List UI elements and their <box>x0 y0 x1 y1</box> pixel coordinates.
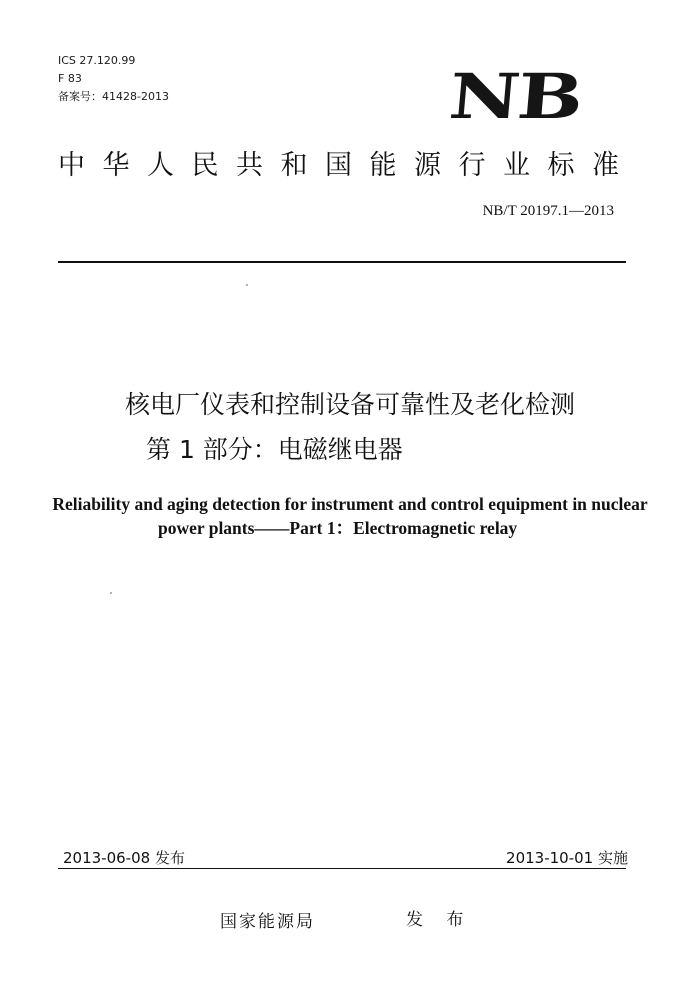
english-title-line-2: power plants——Part 1：Electromagnetic relay <box>158 518 518 538</box>
chinese-title-line-1: 核电厂仪表和控制设备可靠性及老化检测 <box>124 390 575 419</box>
implementation-date: 2013-10-01 实施 <box>506 849 628 867</box>
standard-number: NB/T 20197.1—2013 <box>482 203 614 219</box>
nb-logo: NB <box>446 60 584 133</box>
english-title-line-1: Reliability and aging detection for instrument and control equipment in nuclear <box>52 494 648 514</box>
standard-organization-title: 中华人民共和国能源行业标准 <box>58 150 637 181</box>
record-number: 备案号：41428-2013 <box>58 90 169 103</box>
chinese-title-line-2: 第 1 部分：电磁继电器 <box>146 435 403 464</box>
scan-speck <box>246 284 248 286</box>
header-divider <box>58 261 626 263</box>
document-metadata <box>58 52 169 106</box>
issue-date: 2013-06-08 发布 <box>63 849 185 867</box>
footer-divider <box>58 868 626 869</box>
publisher-name: 国家能源局 <box>220 912 315 932</box>
scan-speck <box>110 592 112 594</box>
publish-label: 发 布 <box>406 910 473 930</box>
ics-code: ICS 27.120.99 <box>58 54 136 67</box>
classification-code: F 83 <box>58 72 82 85</box>
